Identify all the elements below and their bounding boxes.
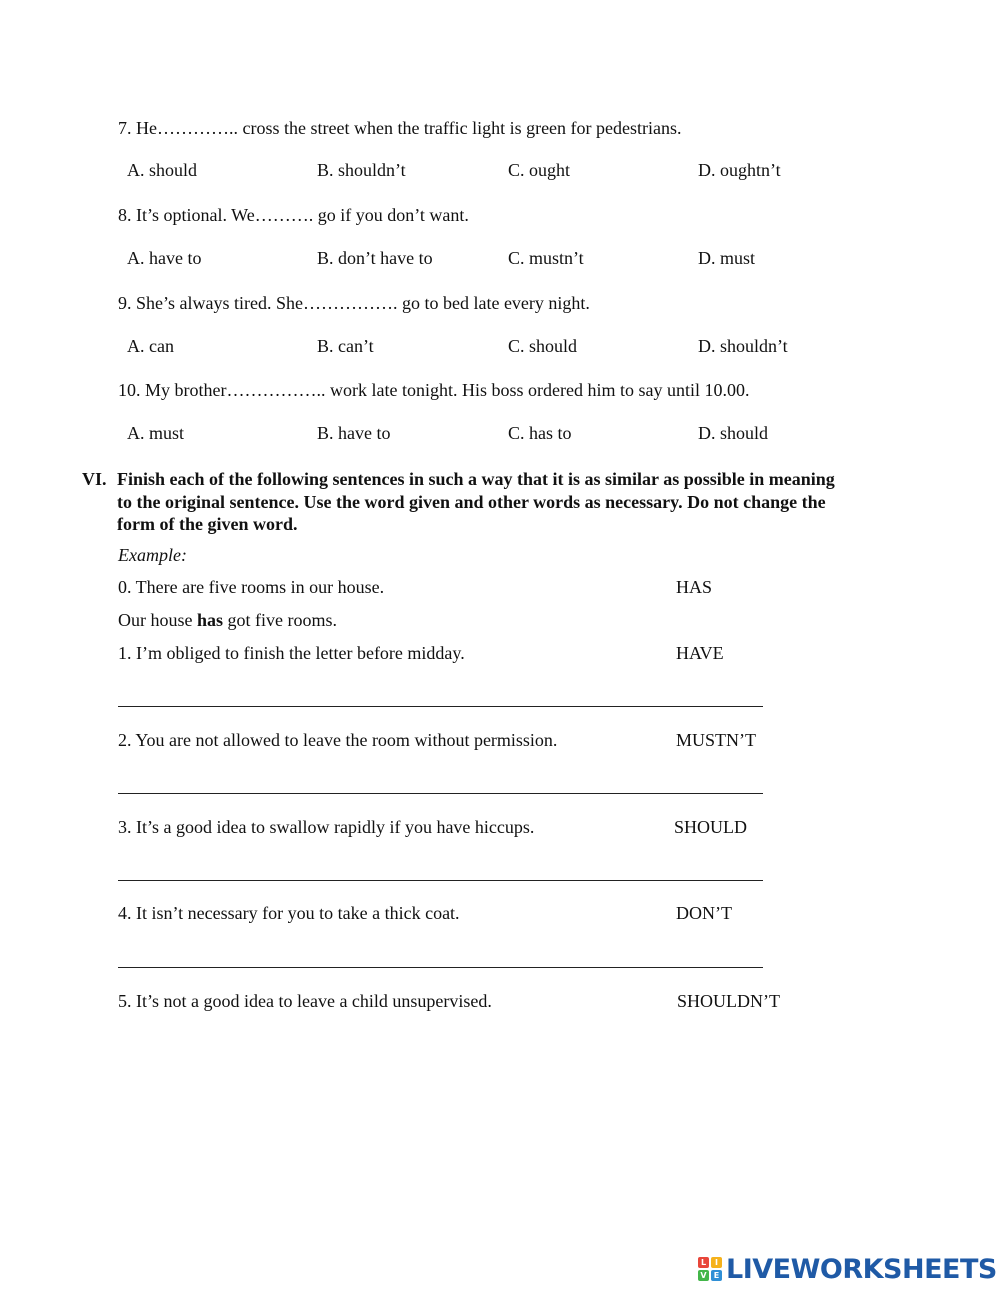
section-title-line-3: form of the given word. xyxy=(117,514,298,534)
option-b: B. don’t have to xyxy=(317,248,433,268)
brand-name: LIVEWORKSHEETS xyxy=(726,1253,997,1285)
option-a: A. can xyxy=(127,336,174,356)
answer-line[interactable] xyxy=(118,880,763,881)
item-keyword: HAVE xyxy=(676,643,724,663)
item-sentence: 2. You are not allowed to leave the room without permission. xyxy=(118,730,558,750)
option-b: B. can’t xyxy=(317,336,374,356)
option-b: B. shouldn’t xyxy=(317,160,406,180)
item-keyword: DON’T xyxy=(676,903,732,923)
option-b: B. have to xyxy=(317,423,391,443)
item-keyword: SHOULDN’T xyxy=(677,991,780,1011)
section-title-line-1: Finish each of the following sentences in such a way that it is as similar as possible in meaning xyxy=(117,469,835,489)
item-keyword: MUSTN’T xyxy=(676,730,756,750)
example-answer-keyword: has xyxy=(197,610,224,630)
example-answer-after: got five rooms. xyxy=(223,610,338,630)
item-sentence: 5. It’s not a good idea to leave a child unsupervised. xyxy=(118,991,492,1011)
logo-blocks-icon xyxy=(698,1257,722,1281)
item-keyword: SHOULD xyxy=(674,817,748,837)
question-stem: 7. He………….. cross the street when the traffic light is green for pedestrians. xyxy=(118,118,682,138)
example-answer-before: Our house xyxy=(118,610,197,630)
answer-line[interactable] xyxy=(118,967,763,968)
option-c: C. has to xyxy=(508,423,572,443)
answer-line[interactable] xyxy=(118,706,763,707)
logo-block: L xyxy=(698,1257,709,1268)
item-sentence: 4. It isn’t necessary for you to take a thick coat. xyxy=(118,903,460,923)
option-a: A. have to xyxy=(127,248,202,268)
item-sentence: 1. I’m obliged to finish the letter before midday. xyxy=(118,643,465,663)
section-heading xyxy=(82,468,902,536)
example-keyword: HAS xyxy=(676,577,713,597)
item-sentence: 3. It’s a good idea to swallow rapidly if you have hiccups. xyxy=(118,817,535,837)
option-d: D. shouldn’t xyxy=(698,336,788,356)
answer-line[interactable] xyxy=(118,793,763,794)
example-label: Example: xyxy=(118,545,187,565)
option-d: D. must xyxy=(698,248,756,268)
option-c: C. mustn’t xyxy=(508,248,584,268)
example-answer xyxy=(118,609,337,631)
option-a: A. must xyxy=(127,423,185,443)
logo-block: I xyxy=(711,1257,722,1268)
question-stem: 10. My brother…………….. work late tonight. His boss ordered him to say until 10.00. xyxy=(118,380,750,400)
liveworksheets-logo xyxy=(698,1254,997,1284)
option-d: D. oughtn’t xyxy=(698,160,781,180)
logo-block: E xyxy=(711,1270,722,1281)
logo-block: V xyxy=(698,1270,709,1281)
question-stem: 8. It’s optional. We………. go if you don’t want. xyxy=(118,205,469,225)
section-number: VI. xyxy=(82,469,107,489)
option-d: D. should xyxy=(698,423,769,443)
question-stem: 9. She’s always tired. She……………. go to bed late every night. xyxy=(118,293,590,313)
option-c: C. ought xyxy=(508,160,571,180)
section-title-line-2: to the original sentence. Use the word given and other words as necessary. Do not change the xyxy=(117,491,826,512)
example-sentence: 0. There are five rooms in our house. xyxy=(118,577,385,597)
option-c: C. should xyxy=(508,336,578,356)
option-a: A. should xyxy=(127,160,198,180)
